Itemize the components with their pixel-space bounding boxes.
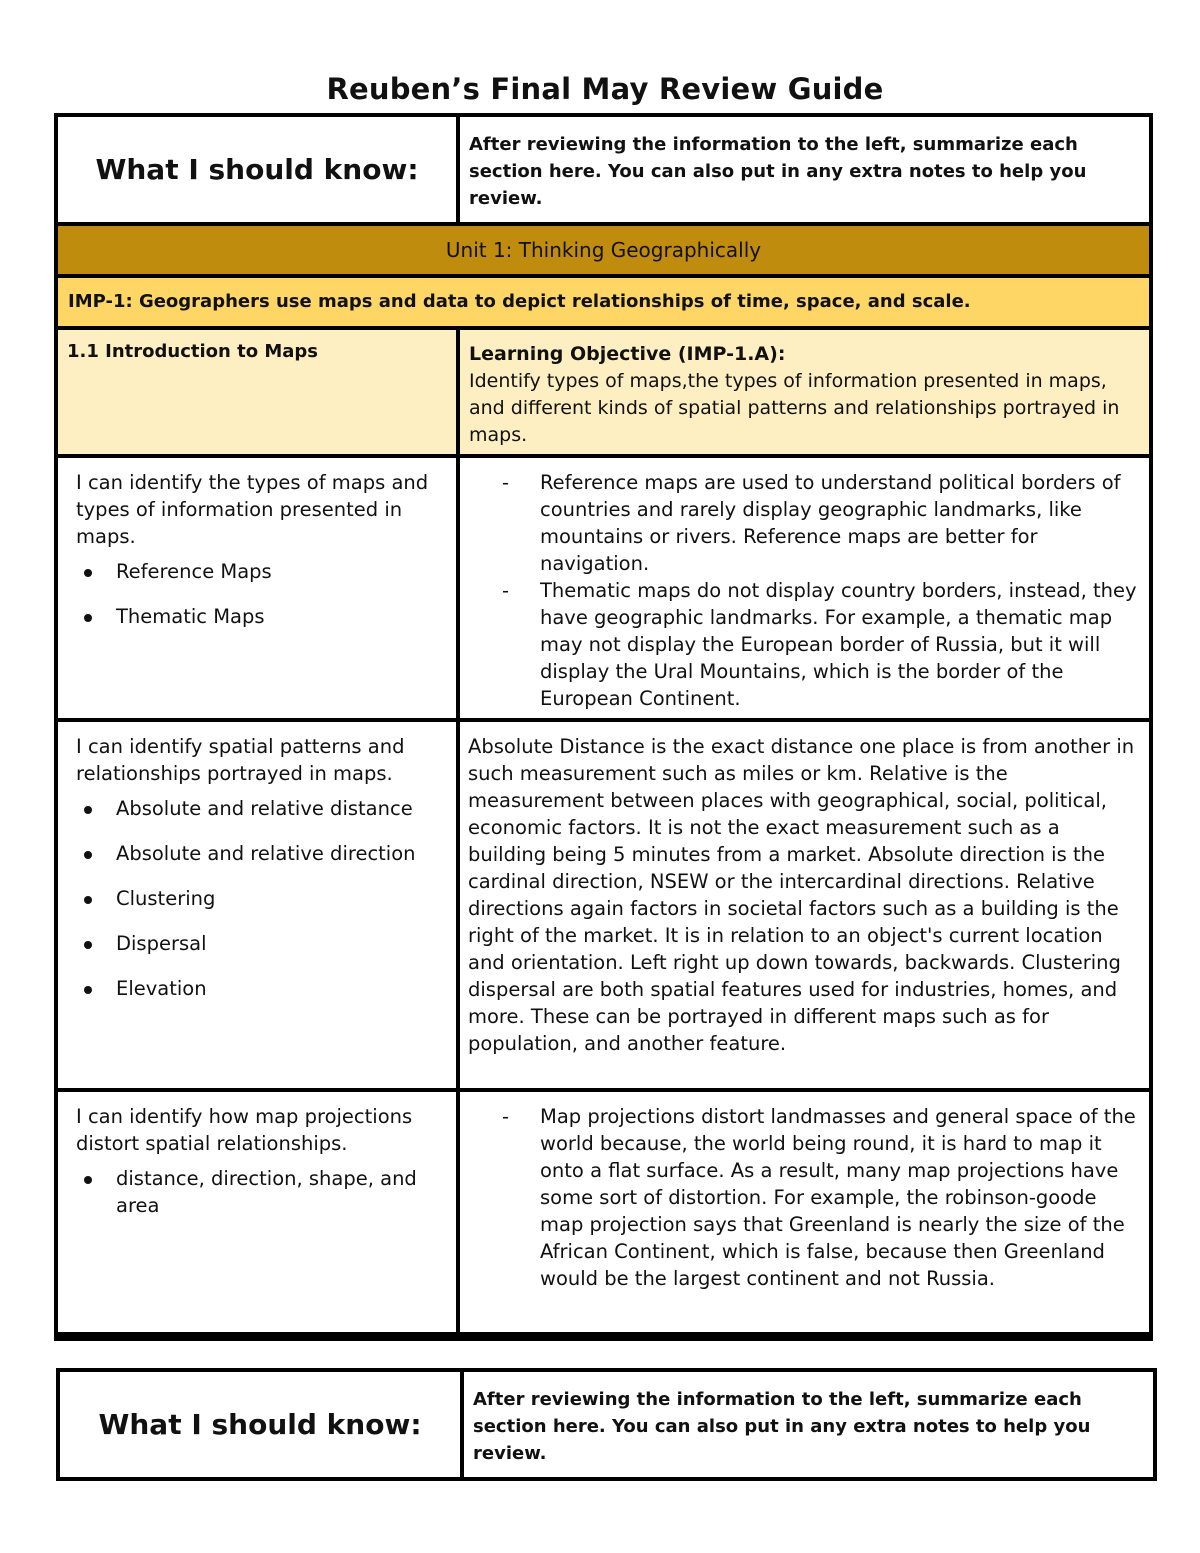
statement-text: I can identify spatial patterns and relationships portrayed in maps. <box>76 735 405 785</box>
list-item: Absolute and relative distance <box>76 795 446 822</box>
bullet-list <box>76 795 446 1002</box>
list-item: distance, direction, shape, and area <box>76 1165 446 1219</box>
dash-icon: - <box>502 471 510 494</box>
list-item: - Reference maps are used to understand political borders of countries and rarely display geographic landmarks, like mountains or rivers. Reference maps are better for navigation. <box>502 471 1121 575</box>
bullet-icon <box>84 941 92 949</box>
statement-text: I can identify the types of maps and types of information presented in maps. <box>76 471 429 548</box>
notes-cell <box>456 718 1149 1088</box>
notes-list <box>468 469 1139 712</box>
dash-icon: - <box>502 579 510 602</box>
page-title: Reuben’s Final May Review Guide <box>326 72 884 106</box>
what-i-should-know-heading: What I should know: <box>58 117 456 222</box>
bullet-icon <box>84 896 92 904</box>
bullet-list <box>76 1165 446 1219</box>
notes-cell <box>456 1088 1149 1332</box>
instructions-text: After reviewing the information to the left, summarize each section here. You can also put in any extra notes to help you review. <box>460 1372 1153 1477</box>
list-item: Absolute and relative direction <box>76 840 446 867</box>
bullet-icon <box>84 569 92 577</box>
list-item: Reference Maps <box>76 558 446 585</box>
list-item: Thematic Maps <box>76 603 446 630</box>
notes-paragraph: Absolute Distance is the exact distance one place is from another in such measurement such as miles or km. Relative is the measurement between places with geographical, social, political, economic factors. It is not the exact measurement such as a building being 5 minutes from a market. Absolute direction is the cardinal direction, NSEW or the intercardinal directions. Relative directions again factors in societal factors such as a building is the right of the market. It is in relation to an object's current location and orientation. Left right up down towards, backwards. Clustering dispersal are both spatial features used for industries, homes, and more. These can be portrayed in different maps such as for population, and another feature. <box>468 735 1135 1055</box>
imp-banner: IMP-1: Geographers use maps and data to depict relationships of time, space, and scale. <box>58 274 1149 326</box>
review-table <box>54 113 1153 1341</box>
dash-icon: - <box>502 1105 510 1128</box>
statement-cell <box>58 1088 456 1332</box>
learning-objective-text: Identify types of maps,the types of information presented in maps, and different kinds of spatial patterns and relationships portrayed in maps. <box>469 370 1120 446</box>
notes-list <box>468 1103 1139 1292</box>
bullet-icon <box>84 806 92 814</box>
what-i-should-know-heading: What I should know: <box>60 1372 460 1477</box>
bullet-icon <box>84 986 92 994</box>
learning-objective-label: Learning Objective (IMP-1.A): <box>469 343 786 365</box>
topic-title: 1.1 Introduction to Maps <box>58 326 456 454</box>
list-item: - Map projections distort landmasses and general space of the world because, the world being round, it is hard to map it onto a flat surface. As a result, many map projections have some sort of distortion. For example, the robinson-goode map projection says that Greenland is nearly the size of the African Continent, which is false, because then Greenland would be the largest continent and not Russia. <box>502 1105 1136 1290</box>
statement-cell <box>58 718 456 1088</box>
instructions-text: After reviewing the information to the left, summarize each section here. You can also put in any extra notes to help you review. <box>456 117 1149 222</box>
notes-cell <box>456 454 1149 718</box>
list-item: - Thematic maps do not display country borders, instead, they have geographic landmarks. For example, a thematic map may not display the European border of Russia, but it will display the Ural Mountains, which is the border of the European Continent. <box>502 579 1137 710</box>
bullet-icon <box>84 614 92 622</box>
list-item: Elevation <box>76 975 446 1002</box>
unit-banner: Unit 1: Thinking Geographically <box>58 222 1149 274</box>
statement-cell <box>58 454 456 718</box>
statement-text: I can identify how map projections distort spatial relationships. <box>76 1105 413 1155</box>
bullet-icon <box>84 1176 92 1184</box>
review-table-2 <box>56 1368 1157 1481</box>
bullet-list <box>76 558 446 630</box>
list-item: Clustering <box>76 885 446 912</box>
learning-objective <box>456 326 1149 454</box>
bullet-icon <box>84 851 92 859</box>
list-item: Dispersal <box>76 930 446 957</box>
